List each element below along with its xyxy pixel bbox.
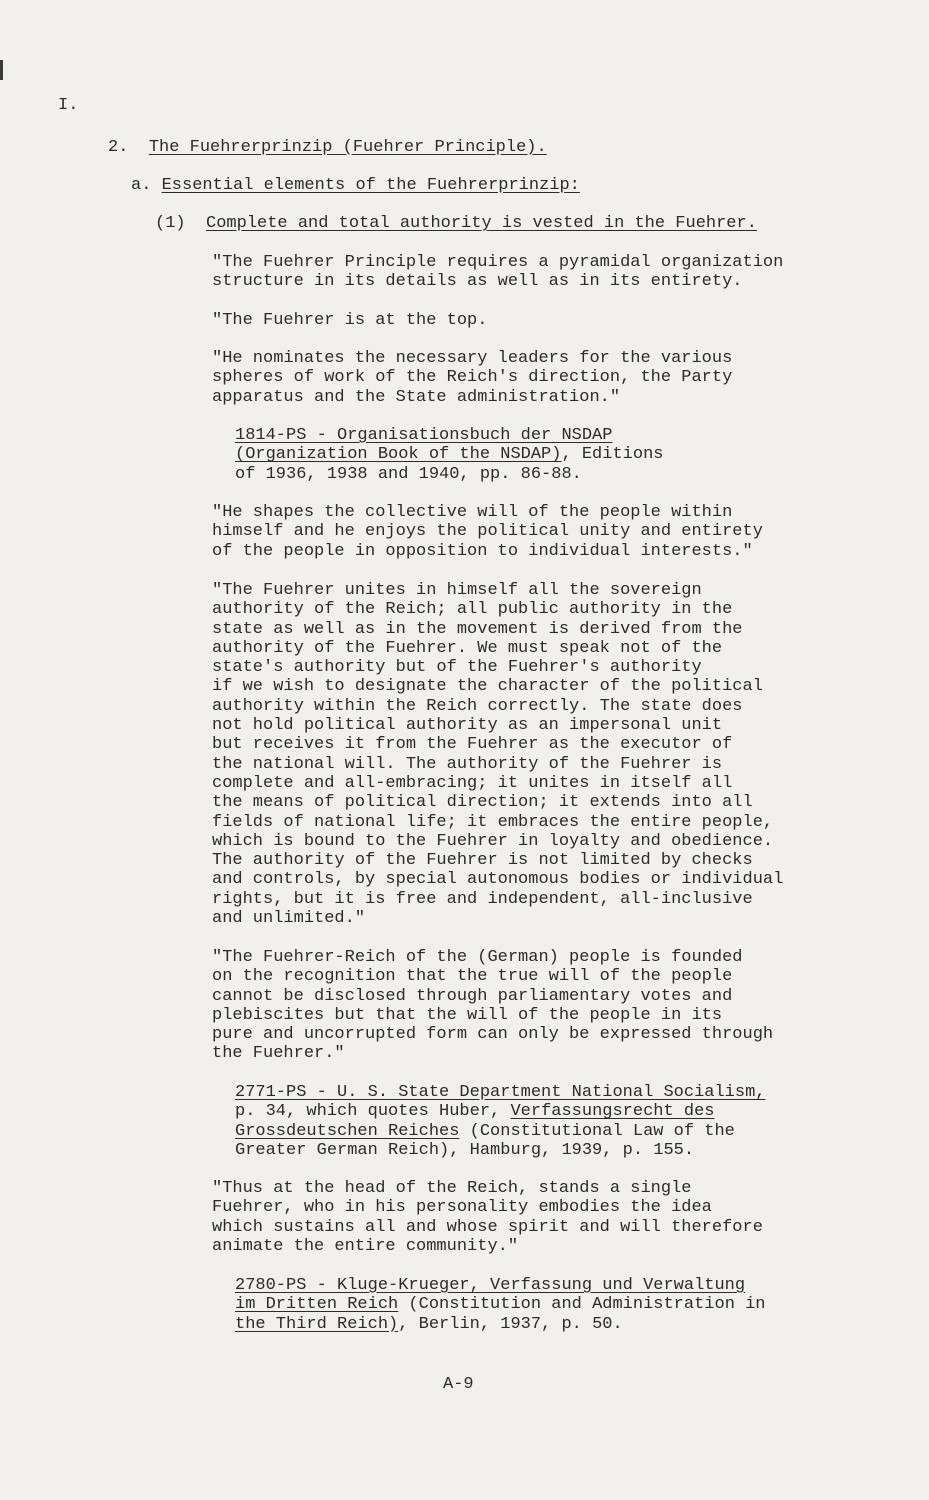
text-line: the means of political direction; it extends into all — [212, 793, 753, 813]
subsection-letter: a. — [131, 176, 152, 195]
citation — [235, 1083, 875, 1160]
text-line: and controls, by special autonomous bodies or individual — [212, 870, 784, 890]
quote-paragraph — [212, 311, 872, 330]
text-line: structure in its details as well as in its entirety. — [212, 272, 743, 292]
citation-title: Verfassungsrecht des — [510, 1102, 715, 1122]
point-number: (1) — [155, 214, 186, 233]
citation-text: p. 34, which quotes Huber, — [235, 1102, 511, 1122]
text-line: rights, but it is free and independent, all-inclusive — [212, 889, 753, 909]
subsection-title: Essential elements of the Fuehrerprinzip: — [161, 176, 580, 195]
text-line: "The Fuehrer Principle requires a pyramidal organization — [212, 253, 784, 272]
text-line: which sustains all and whose spirit and will therefore — [212, 1217, 763, 1237]
citation-line — [235, 1295, 875, 1314]
text-line: of the people in opposition to individual interests." — [212, 541, 753, 561]
text-line: state as well as in the movement is derived from the — [212, 619, 743, 639]
text-line: state's authority but of the Fuehrer's authority — [212, 658, 702, 678]
text-line: "He shapes the collective will of the people within — [212, 503, 733, 522]
text-line: not hold political authority as an impersonal unit — [212, 716, 723, 736]
text-line: "Thus at the head of the Reich, stands a single — [212, 1179, 692, 1198]
quote-paragraph — [212, 253, 872, 292]
quote-paragraph — [212, 349, 872, 407]
citation-line — [235, 1102, 875, 1121]
section-title: The Fuehrerprinzip (Fuehrer Principle). — [148, 138, 547, 157]
text-line: fields of national life; it embraces the entire people, — [212, 812, 774, 832]
text-line: pure and uncorrupted form can only be expressed through — [212, 1025, 774, 1045]
text-line: but receives it from the Fuehrer as the executor of — [212, 735, 733, 755]
quote-paragraph — [212, 581, 872, 928]
citation-line: 2780-PS - Kluge-Krueger, Verfassung und Verwaltung — [235, 1276, 746, 1295]
page-number: A-9 — [443, 1375, 474, 1394]
text-line: "The Fuehrer is at the top. — [212, 311, 488, 330]
text-line: authority of the Reich; all public authority in the — [212, 600, 733, 620]
text-line: on the recognition that the true will of the people — [212, 967, 733, 987]
text-line: complete and all-embracing; it unites in itself all — [212, 773, 733, 793]
citation-title: im Dritten Reich — [235, 1295, 399, 1315]
subsection-heading — [131, 176, 580, 196]
text-line: the national will. The authority of the Fuehrer is — [212, 754, 723, 774]
citation-line — [235, 1122, 875, 1141]
text-line: Fuehrer, who in his personality embodies the idea — [212, 1198, 712, 1218]
citation-title: Grossdeutschen Reiches — [235, 1121, 460, 1141]
text-line: cannot be disclosed through parliamentary votes and — [212, 986, 733, 1006]
text-line: the Fuehrer." — [212, 1044, 345, 1064]
part-label: I. — [58, 96, 79, 115]
section-heading — [108, 138, 547, 158]
citation-line: 1814-PS - Organisationsbuch der NSDAP — [235, 426, 613, 445]
citation-text: , Editions — [561, 445, 664, 465]
citation — [235, 1276, 875, 1334]
point-heading — [155, 214, 757, 234]
quote-paragraph — [212, 503, 872, 561]
text-line: and unlimited." — [212, 909, 366, 929]
text-line: "He nominates the necessary leaders for the various — [212, 349, 733, 368]
text-line: plebiscites but that the will of the people in its — [212, 1005, 723, 1025]
text-line: if we wish to designate the character of the political — [212, 677, 763, 697]
text-line: apparatus and the State administration." — [212, 387, 621, 407]
citation-title: (Organization Book of the NSDAP) — [235, 445, 562, 465]
text-line: which is bound to the Fuehrer in loyalty and obedience. — [212, 831, 774, 851]
citation-title: the Third Reich) — [235, 1314, 399, 1334]
section-number: 2. — [108, 138, 129, 157]
citation-line — [235, 1315, 875, 1334]
point-title: Complete and total authority is vested in the Fuehrer. — [206, 214, 757, 233]
text-line: spheres of work of the Reich's direction, the Party — [212, 368, 733, 388]
citation-text: (Constitution and Administration in — [398, 1295, 766, 1315]
quote-paragraph — [212, 1179, 872, 1256]
citation-text: (Constitutional Law of the — [459, 1121, 735, 1141]
edge-mark — [0, 60, 3, 80]
citation-text: , Berlin, 1937, p. 50. — [398, 1314, 623, 1334]
text-line: "The Fuehrer-Reich of the (German) people is founded — [212, 948, 743, 967]
text-line: The authority of the Fuehrer is not limited by checks — [212, 851, 753, 871]
citation-line: of 1936, 1938 and 1940, pp. 86-88. — [235, 464, 582, 484]
text-line: "The Fuehrer unites in himself all the sovereign — [212, 581, 702, 600]
text-line: authority within the Reich correctly. The state does — [212, 696, 743, 716]
citation-line: Greater German Reich), Hamburg, 1939, p. 155. — [235, 1140, 695, 1160]
quote-paragraph — [212, 948, 872, 1064]
text-line: himself and he enjoys the political unity and entirety — [212, 522, 763, 542]
citation-line: 2771-PS - U. S. State Department National Socialism, — [235, 1083, 766, 1102]
citation-line — [235, 445, 875, 464]
text-line: animate the entire community." — [212, 1236, 519, 1256]
text-line: authority of the Fuehrer. We must speak not of the — [212, 638, 723, 658]
citation — [235, 426, 875, 484]
